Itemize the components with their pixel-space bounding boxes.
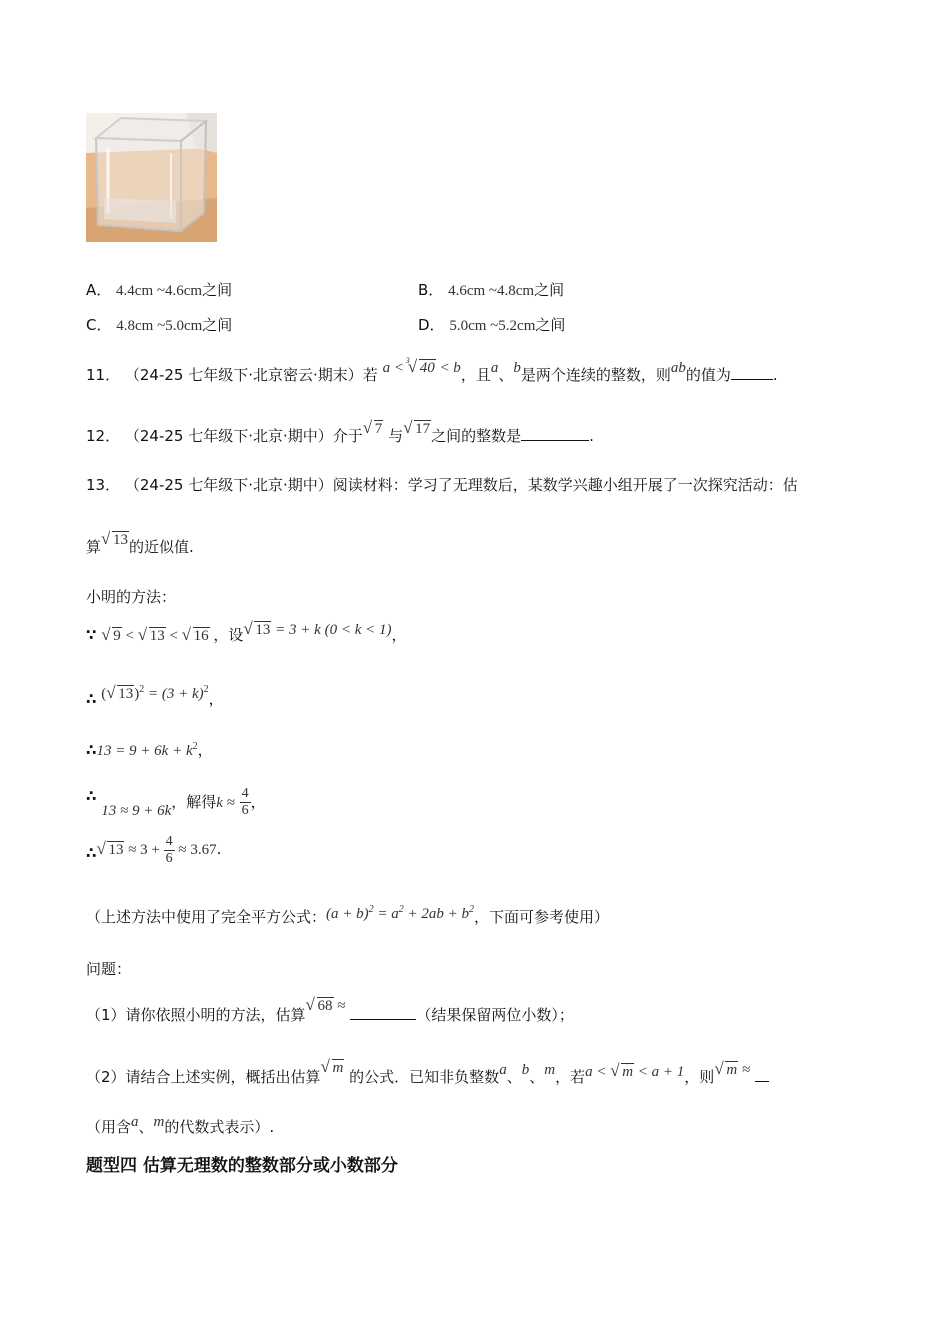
- option-b[interactable]: B． 4.6cm ~4.8cm之间: [418, 281, 565, 299]
- method-step-2: ∴ (√ $13)^2 = (3 + k)^2$，: [86, 688, 224, 709]
- section-heading: 题型四 估算无理数的整数部分或小数部分: [86, 1156, 398, 1176]
- answer-blank[interactable]: [755, 1067, 769, 1082]
- question-12: 12． （24-25 七年级下·北京·期中）介于√ 7 与√ 17之间的整数是 .: [86, 425, 594, 446]
- method-step-5: ∴√ 13 ≈ 3 + $\frac{4}{6}$ ≈ 3.67.: [86, 834, 221, 867]
- formula-note: （上述方法中使用了完全平方公式：$(a + b)^2 = a^2 + 2ab + b^2$，下面可参考使用）: [86, 904, 610, 926]
- question-13-line2: 算√ 13的近似值.: [86, 536, 194, 557]
- sub-question-2-line2: （用含a、m的代数式表示）.: [86, 1114, 275, 1136]
- question-11: 11． （24-25 七年级下·北京密云·期末）若 a < √ 3 40 < b，且a、b是两个连续的整数，则ab的值为 .: [86, 364, 778, 385]
- glass-cube-photo: [86, 113, 217, 242]
- method-step-4: ∴ 13 ≈ 9 + 6k，解得k ≈ $\frac{4}{6}$ ，: [86, 786, 266, 819]
- option-c[interactable]: C． 4.8cm ~5.0cm之间: [86, 316, 233, 334]
- questions-title: 问题：: [86, 960, 132, 978]
- question-13: 13． （24-25 七年级下·北京·期中）阅读材料：学习了无理数后，某数学兴趣小组开展了一次探究活动：估: [86, 476, 798, 494]
- sub-question-2: （2）请结合上述实例，概括出估算√ m 的公式．已知非负整数a、b、m，若a < √ m < a + 1，则√ m ≈: [86, 1066, 769, 1087]
- answer-blank[interactable]: [521, 426, 589, 441]
- answer-blank[interactable]: [731, 365, 773, 380]
- method-title: 小明的方法：: [86, 588, 177, 606]
- answer-blank[interactable]: [350, 1005, 416, 1020]
- option-d[interactable]: D． 5.0cm ~5.2cm之间: [418, 316, 566, 334]
- sub-question-1: （1）请你依照小明的方法，估算√ 68 ≈ （结果保留两位小数）；: [86, 1004, 574, 1025]
- option-a[interactable]: A． 4.4cm ~4.6cm之间: [86, 281, 233, 299]
- method-step-3: ∴13 = $9 + 6k + k^2$，: [86, 741, 213, 759]
- method-step-1: ∵ √ 9 < √ 13 < √ 16 ，设√ 13 = 3 + k (0 < k < 1)，: [86, 624, 406, 645]
